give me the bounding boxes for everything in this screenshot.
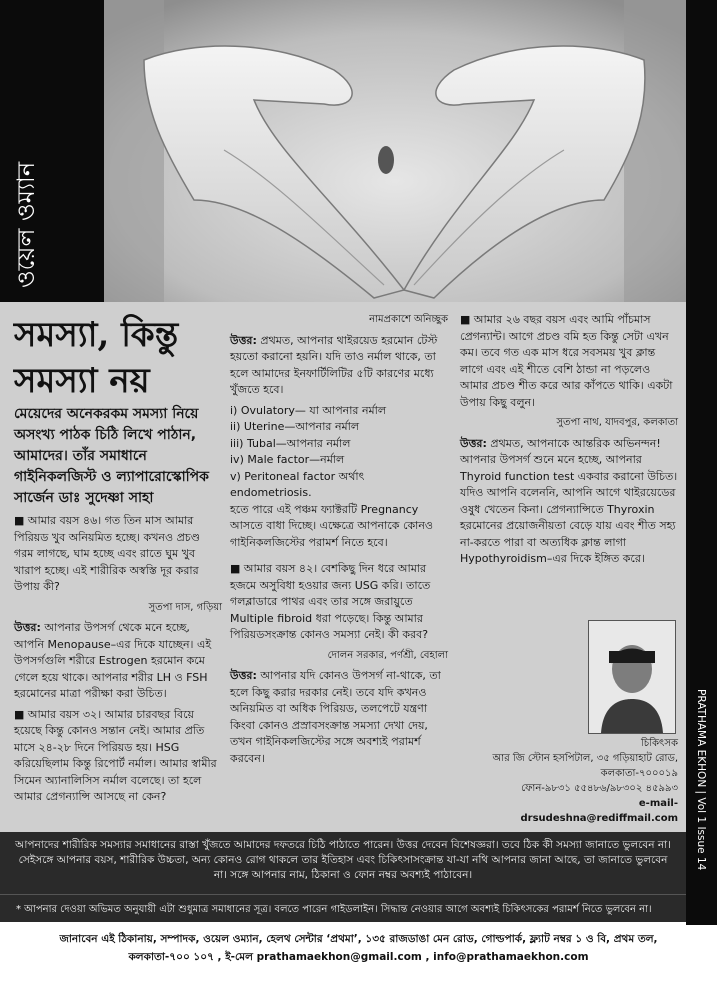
factor-item: i) Ovulatory— যা আপনার নর্মাল	[230, 403, 387, 417]
qa4-answer	[460, 436, 678, 568]
qa4-question: ■ আমার ২৬ বছর বয়স এবং আমি পাঁচমাস প্রেগন্যান্ট। আগে প্রচণ্ড বমি হত কিন্তু সেটা এখন কম। তবে গত এক মাস ধরে সবসময় খুব ক্লান্ত লাগে এবং এই শীতে বেশি ঠান্ডা না পড়লেও আমার প্রচণ্ড শীত করে আর কাঁপতে থাকি। একটা উপায় কিছু বলুন।	[460, 313, 673, 409]
qa2-answer	[230, 333, 448, 399]
qa2-answer-tail: হতে পারে এই পঞ্চম ফ্যাক্টরটি Pregnancy আসতে বাধা দিচ্ছে। এক্ষেত্রে আপনাকে কোনও গাইনিকলজিস্টের পরামর্শ নিতে হবে।	[230, 502, 433, 549]
factor-item: iv) Male factor—নর্মাল	[230, 453, 345, 466]
doctor-phone: ফোন-৯৮৩১ ৫৫৪৮৬/৯৮৩০২ ৪৫৯৯৩	[521, 783, 678, 794]
qa1-answer-text: আপনার উপসর্গ থেকে মনে হচ্ছে, আপনি Menopause–এর দিকে যাচ্ছেন। এই উপসর্গগুলি শরীরে Estrogen হরমোন কমে গেলে হয়ে থাকে। আপনার শরীর LH ও FSH হরমোনের মাত্রা পরীক্ষা করা উচিত।	[14, 621, 212, 700]
footer-line-1: জানাবেন এই ঠিকানায়, সম্পাদক, ওয়েল ওম্যান, হেলথ সেন্টার ‘প্রথমা’, ১৩৫ রাজডাঙা মেন রোড, গোল্ডপার্ক, ফ্ল্যাট নম্বর ১ ও বি, প্রথম তল,	[59, 933, 658, 945]
qa2-signature: নামপ্রকাশে অনিচ্ছুক	[369, 314, 448, 325]
column-3	[460, 312, 678, 572]
doctor-email: e-mail-drsudeshna@rediffmail.com	[520, 798, 678, 824]
qa1-question: ■ আমার বয়স ৪৬। গত তিন মাস আমার পিরিয়ড খুব অনিয়মিত হচ্ছে। কখনও প্রচণ্ড গরম লাগছে, ঘাম হচ্ছে এবং রাতে ঘুম খুব খারাপ হচ্ছে। এই শারীরিক অস্বস্তি দূর করার উপায় কী?	[14, 514, 201, 593]
qa3-question: ■ আমার বয়স ৪২। বেশকিছু দিন ধরে আমার হজমে অসুবিধা হওয়ার জন্য USG করি। তাতে গলব্লাডারে পাথর এবং তার সঙ্গে জরায়ুতে Multiple fibroid ধরা পড়েছে। কিন্তু আমার পিরিয়ডসংক্রান্ত কোনও সমস্যা নেই। কী করব?	[230, 562, 431, 641]
article-intro: মেয়েদের অনেকরকম সমস্যা নিয়ে অসংখ্য পাঠক চিঠি লিখে পাঠান, আমাদের। তাঁর সমাধানে গাইনিকলজিস্ট ও ল্যাপারোস্কোপিক সার্জেন ডাঃ সুদেষ্ণা সাহা	[14, 406, 209, 506]
column-2	[230, 312, 448, 771]
factor-item: iii) Tubal—আপনার নর্মাল	[230, 436, 351, 450]
qa4-signature: সুতপা নাথ, যাদবপুর, কলকাতা	[556, 417, 678, 428]
section-tag: ওয়েল ওম্যান	[12, 161, 40, 289]
doctor-photo	[588, 620, 676, 734]
submission-notice: আপনাদের শারীরিক সমস্যার সমাধানের রাস্তা খুঁজতে আমাদের দফতরে চিঠি পাঠাতে পারেন। উত্তর দেবেন বিশেষজ্ঞরা। তবে ঠিক কী সমস্যা জানাতে ভুলবেন না। সেইসঙ্গে আপনার বয়স, শারীরিক উচ্চতা, অন্য কোনও রোগ থাকলে তার ইতিহাস এবং চিকিৎসাসংক্রান্ত যা-যা নথি আপনার জানা আছে, তা জানাতে ভুলবেন না। সঙ্গে আপনার নাম, ঠিকানা ও ফোন নম্বর অবশ্যই পাঠাবেন।	[0, 832, 686, 894]
qa1-answer-label: উত্তর:	[14, 621, 41, 634]
doctor-title: চিকিৎসক	[640, 738, 678, 749]
issue-tag: PRATHAMA EKHON | Vol 1 Issue 14	[695, 689, 707, 871]
headline-line-2: সমস্যা নয়	[14, 361, 150, 401]
column-1	[14, 312, 222, 810]
factor-item: ii) Uterine—আপনার নর্মাল	[230, 420, 360, 433]
qa3-answer-label: উত্তর:	[230, 669, 257, 682]
qa2-answer-label: উত্তর:	[230, 333, 257, 347]
qa2-answer-text: প্রথমত, আপনার থাইরয়েড হরমোন টেস্ট হয়তো করানো হয়নি। যদি তাও নর্মাল থাকে, তা হলে আমাদের ইনফার্টিলিটির ৫টি কারণের মধ্যে খুঁজতে হবে।	[230, 333, 438, 396]
qa3-answer	[230, 668, 448, 767]
disclaimer: * আপনার দেওয়া অভিমত অনুযায়ী এটা শুধুমাত্র সমাধানের সূত্র। বলতে পারেন গাইডলাইন। সিদ্ধান্ত নেওয়ার আগে অবশ্যই চিকিৎসকের পরামর্শ নিতে ভুলবেন না।	[0, 894, 686, 922]
doctor-address-line-2: কলকাতা-৭০০০১৯	[600, 768, 678, 779]
qa4-answer-label: উত্তর:	[460, 436, 487, 450]
infertility-factors-list	[230, 403, 448, 502]
qa4-answer-text: প্রথমত, আপনাকে আন্তরিক অভিনন্দন! আপনার উপসর্গ শুনে মনে হচ্ছে, আপনার Thyroid function test একবার করানো উচিত। যদিও আপনি বলেননি, আপনি আগে থাইরয়েডের ওষুধ খেতেন কিনা। প্রেগন্যান্সিতে Thyroxin হরমোনের প্রয়োজনীয়তা বেড়ে যায় এবং শীত সহ্য না-করতে পারা বা অত্যধিক ক্লান্ত লাগা Hypothyroidism–এর দিকে ইঙ্গিত করে।	[460, 436, 678, 565]
hands-heart-photo	[104, 0, 686, 302]
doctor-contact	[488, 736, 678, 826]
qa1-answer	[14, 620, 222, 703]
factor-item: v) Peritoneal factor অর্থাৎ endometriosis.	[230, 469, 365, 499]
headline	[14, 312, 222, 404]
qa3-answer-text: আপনার যদি কোনও উপসর্গ না-থাকে, তা হলে কিছু করার দরকার নেই। তবে যদি কখনও অনিয়মিত বা অধিক পিরিয়ড, তলপেটে যন্ত্রণা কিংবা কোনও প্রস্রাবসংক্রান্ত সমস্যা দেখা দেয়, তখন গাইনিকলজিস্টের সঙ্গে অবশ্যই পরামর্শ করবেন।	[230, 669, 441, 765]
doctor-address-line-1: আর জি স্টোন হসপিটাল, ৩৫ গড়িয়াহাট রোড,	[492, 753, 678, 764]
qa3-signature: দোলন সরকার, পর্ণশ্রী, বেহালা	[327, 649, 448, 661]
footer-line-2: কলকাতা-৭০০ ১০৭ , ই-মেল prathamaekhon@gmail.com , info@prathamaekhon.com	[128, 951, 589, 963]
footer-address	[0, 930, 717, 990]
qa1-signature: সুতপা দাস, গড়িয়া	[148, 601, 222, 613]
headline-line-1: সমস্যা, কিন্তু	[14, 315, 179, 355]
qa2-question: ■ আমার বয়স ৩২। আমার চারবছর বিয়ে হয়েছে কিন্তু কোনও সন্তান নেই। আমার প্রতি মাসে ২৪-২৮ দিনে পিরিয়ড হয়। HSG করিয়েছিলাম কিন্তু রিপোর্ট নর্মাল। আমার স্বামীর সিমেন অ্যানালিসিস নর্মাল বলেছে। তা হলে আমার প্রেগন্যান্সি আসছে না কেন?	[14, 707, 217, 803]
